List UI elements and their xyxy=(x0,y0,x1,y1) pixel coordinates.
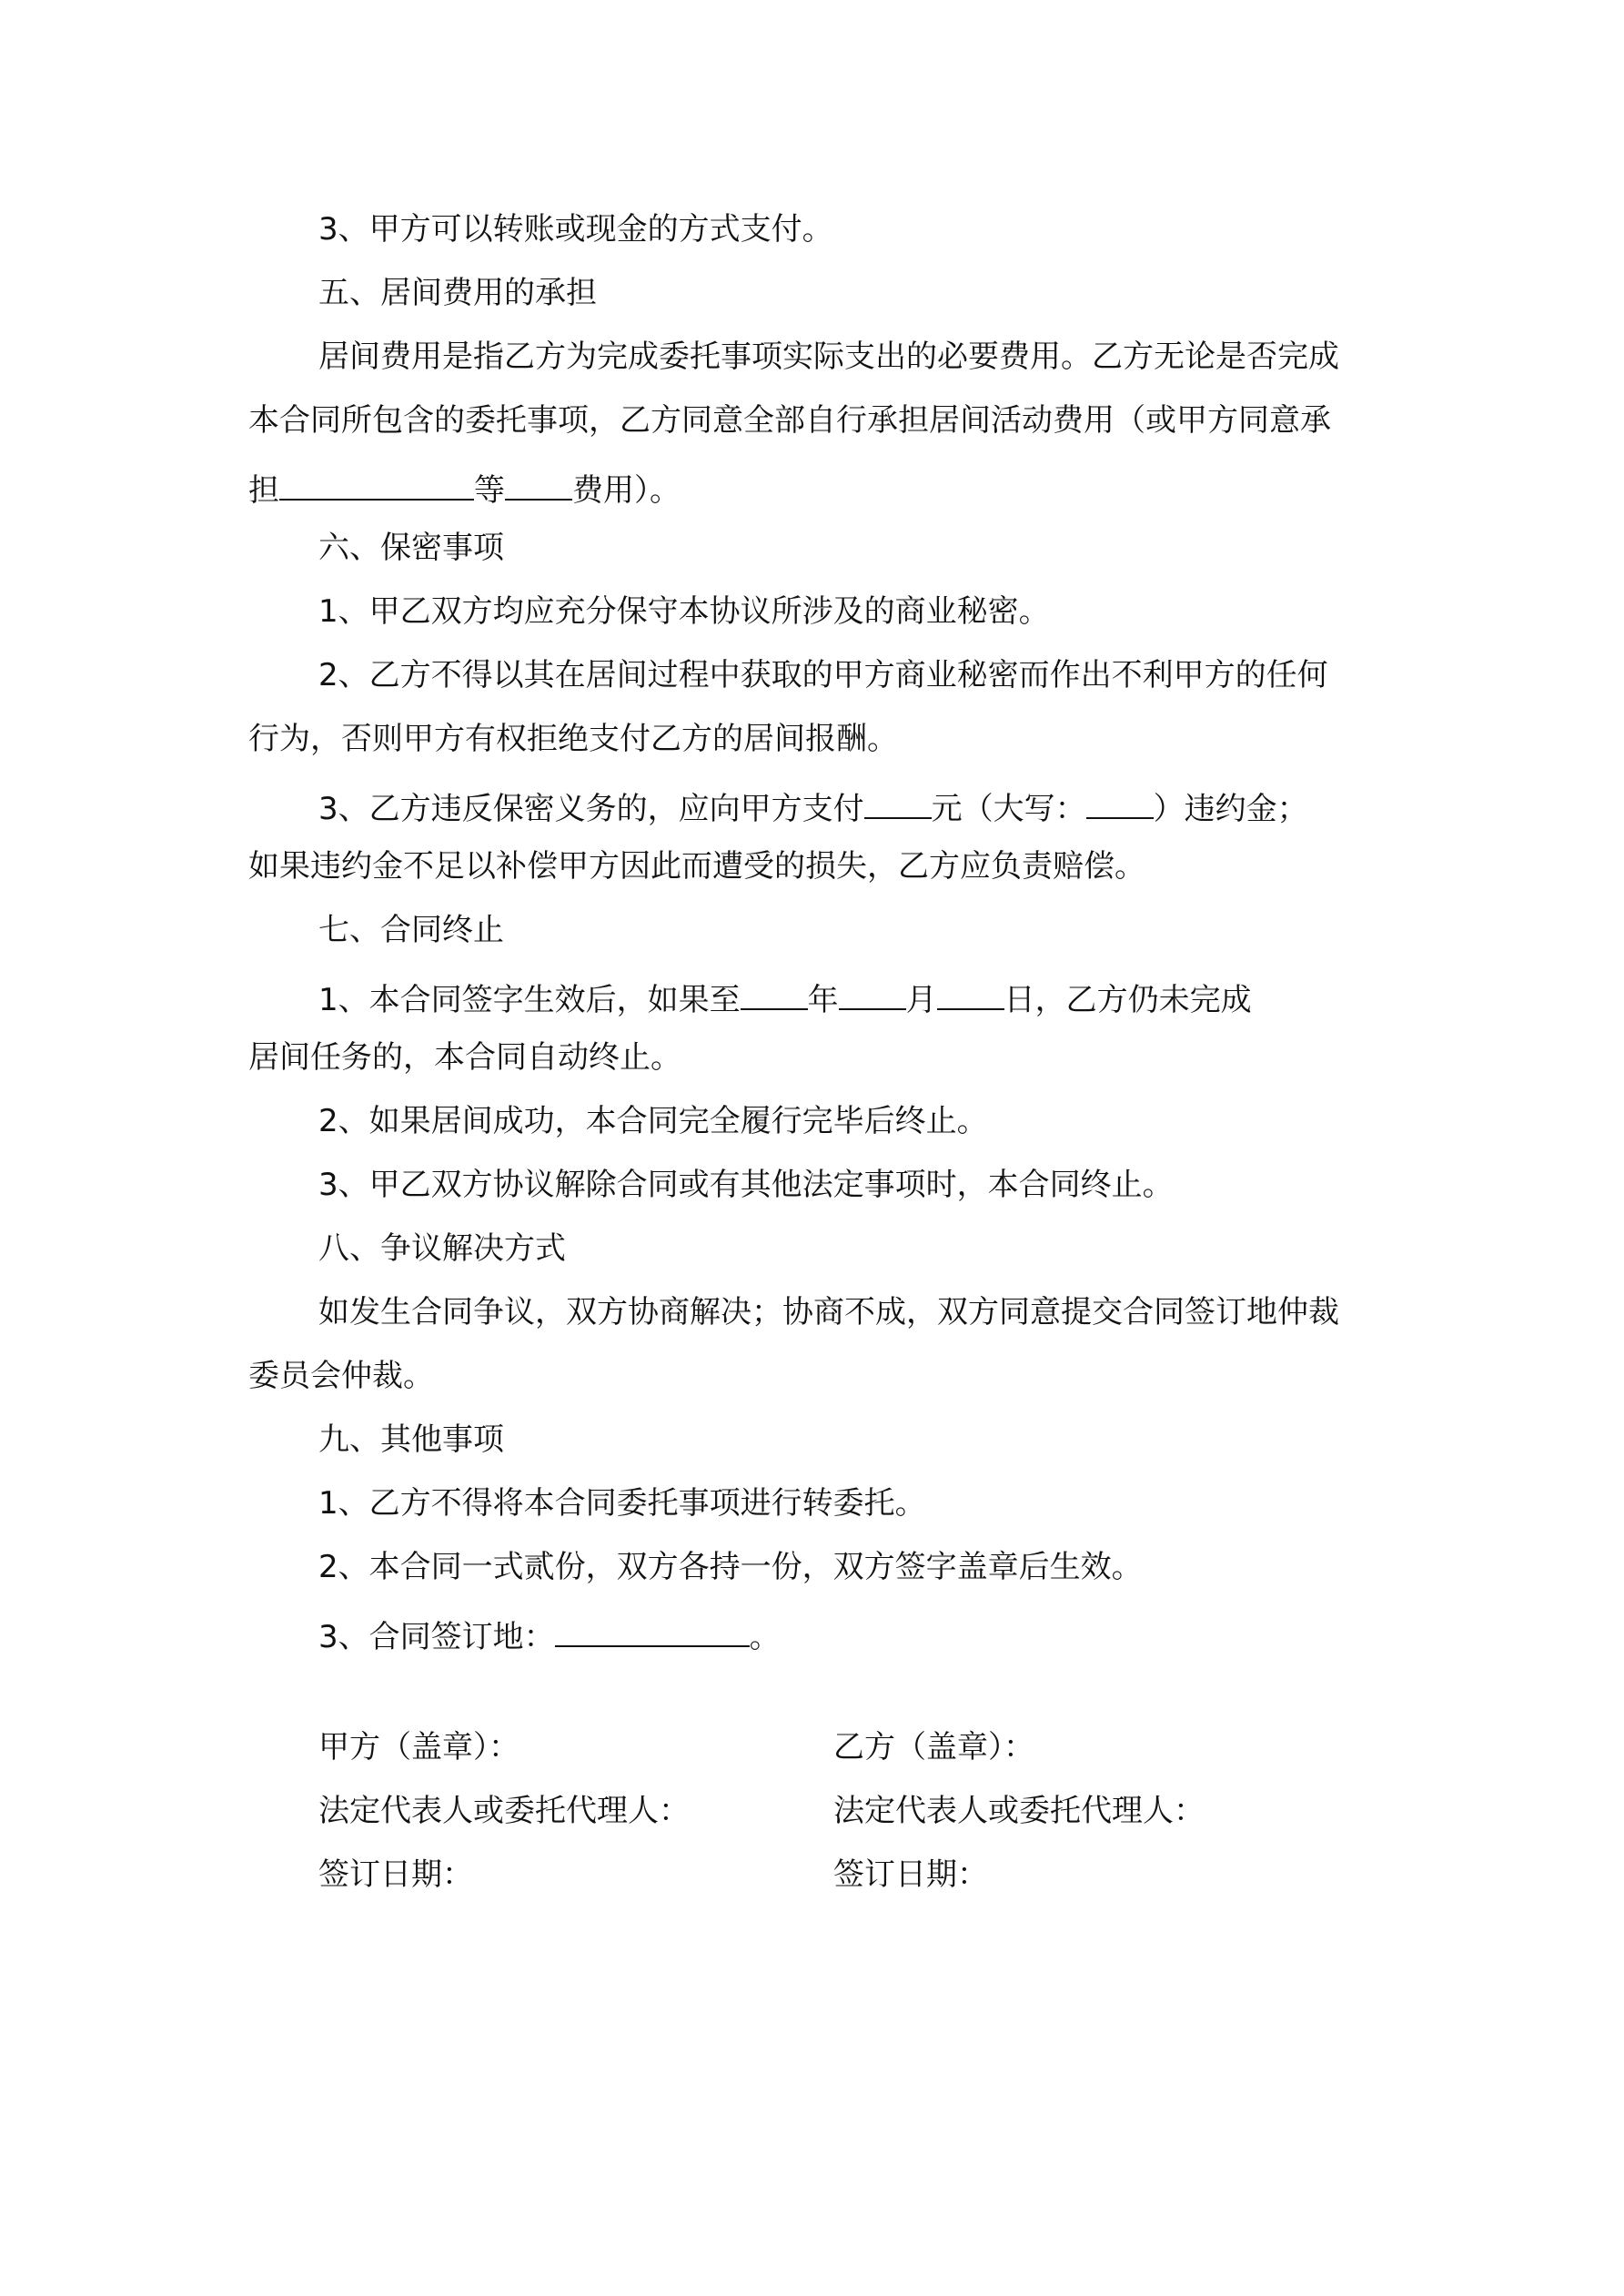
fill-blank-expense-item[interactable] xyxy=(279,466,474,501)
section-9-item-2: 2、本合同一式贰份，双方各持一份，双方签字盖章后生效。 xyxy=(318,1549,1143,1585)
text-fragment: 等 xyxy=(474,472,505,509)
text-fragment: 1、本合同签字生效后，如果至 xyxy=(318,982,741,1018)
signature-row-date xyxy=(0,1856,1624,1893)
section-8-heading: 八、争议解决方式 xyxy=(318,1230,566,1267)
section-9-item-1: 1、乙方不得将本合同委托事项进行转委托。 xyxy=(318,1485,926,1522)
party-b-date-label: 签订日期： xyxy=(833,1856,988,1893)
section-6-item-2-line-2: 行为，否则甲方有权拒绝支付乙方的居间报酬。 xyxy=(248,721,898,757)
fill-blank-penalty-amount-capital[interactable] xyxy=(1086,784,1154,819)
party-b-representative-label: 法定代表人或委托代理人： xyxy=(833,1793,1205,1829)
party-a-seal-label: 甲方（盖章）： xyxy=(318,1729,519,1765)
section-6-item-1: 1、甲乙双方均应充分保守本协议所涉及的商业秘密。 xyxy=(318,593,1050,630)
text-fragment: 3、乙方违反保密义务的，应向甲方支付 xyxy=(318,791,864,827)
signature-row-seal xyxy=(0,1729,1624,1765)
section-7-item-3: 3、甲乙双方协议解除合同或有其他法定事项时，本合同终止。 xyxy=(318,1167,1174,1203)
fill-blank-expense-type[interactable] xyxy=(505,466,572,501)
text-fragment: 元（大写： xyxy=(931,791,1086,827)
section-8-paragraph-line-1: 如发生合同争议，双方协商解决；协商不成，双方同意提交合同签订地仲裁 xyxy=(318,1294,1339,1330)
section-7-item-1-line-1 xyxy=(0,976,1624,1018)
party-a-date-label: 签订日期： xyxy=(318,1856,473,1893)
section-7-heading: 七、合同终止 xyxy=(318,912,504,948)
text-fragment: 3、合同签订地： xyxy=(318,1619,555,1655)
fill-blank-year[interactable] xyxy=(741,976,808,1010)
section-8-paragraph-line-2: 委员会仲裁。 xyxy=(248,1358,434,1394)
fill-blank-day[interactable] xyxy=(937,976,1004,1010)
text-fragment: 。 xyxy=(749,1619,781,1655)
section-5-paragraph-line-2: 本合同所包含的委托事项，乙方同意全部自行承担居间活动费用（或甲方同意承 xyxy=(248,402,1331,439)
text-fragment: 担 xyxy=(248,472,279,509)
section-6-item-2-line-1: 2、乙方不得以其在居间过程中获取的甲方商业秘密而作出不利甲方的任何 xyxy=(318,657,1328,693)
text-fragment: 日，乙方仍未完成 xyxy=(1004,982,1252,1018)
text-fragment: 年 xyxy=(807,982,839,1018)
section-7-item-1-line-2: 居间任务的，本合同自动终止。 xyxy=(248,1039,681,1076)
fill-blank-penalty-amount[interactable] xyxy=(864,784,932,819)
section-6-item-3-line-2: 如果违约金不足以补偿甲方因此而遭受的损失，乙方应负责赔偿。 xyxy=(248,848,1145,885)
text-fragment: ）违约金； xyxy=(1153,791,1308,827)
section-9-item-3 xyxy=(0,1613,1624,1655)
section-5-paragraph-line-3 xyxy=(0,466,1624,509)
section-6-item-3-line-1 xyxy=(0,784,1624,827)
text-fragment: 费用）。 xyxy=(572,472,681,509)
signature-row-representative xyxy=(0,1793,1624,1829)
section-9-heading: 九、其他事项 xyxy=(318,1421,504,1458)
fill-blank-signing-place[interactable] xyxy=(555,1613,750,1647)
section-5-paragraph-line-1: 居间费用是指乙方为完成委托事项实际支出的必要费用。乙方无论是否完成 xyxy=(318,339,1339,375)
party-a-representative-label: 法定代表人或委托代理人： xyxy=(318,1793,690,1829)
section-7-item-2: 2、如果居间成功，本合同完全履行完毕后终止。 xyxy=(318,1103,988,1139)
section-6-heading: 六、保密事项 xyxy=(318,530,504,566)
text-fragment: 月 xyxy=(905,982,937,1018)
section-5-heading: 五、居间费用的承担 xyxy=(318,275,597,311)
fill-blank-month[interactable] xyxy=(839,976,906,1010)
party-b-seal-label: 乙方（盖章）： xyxy=(833,1729,1034,1765)
clause-4-item-3: 3、甲方可以转账或现金的方式支付。 xyxy=(318,211,833,248)
